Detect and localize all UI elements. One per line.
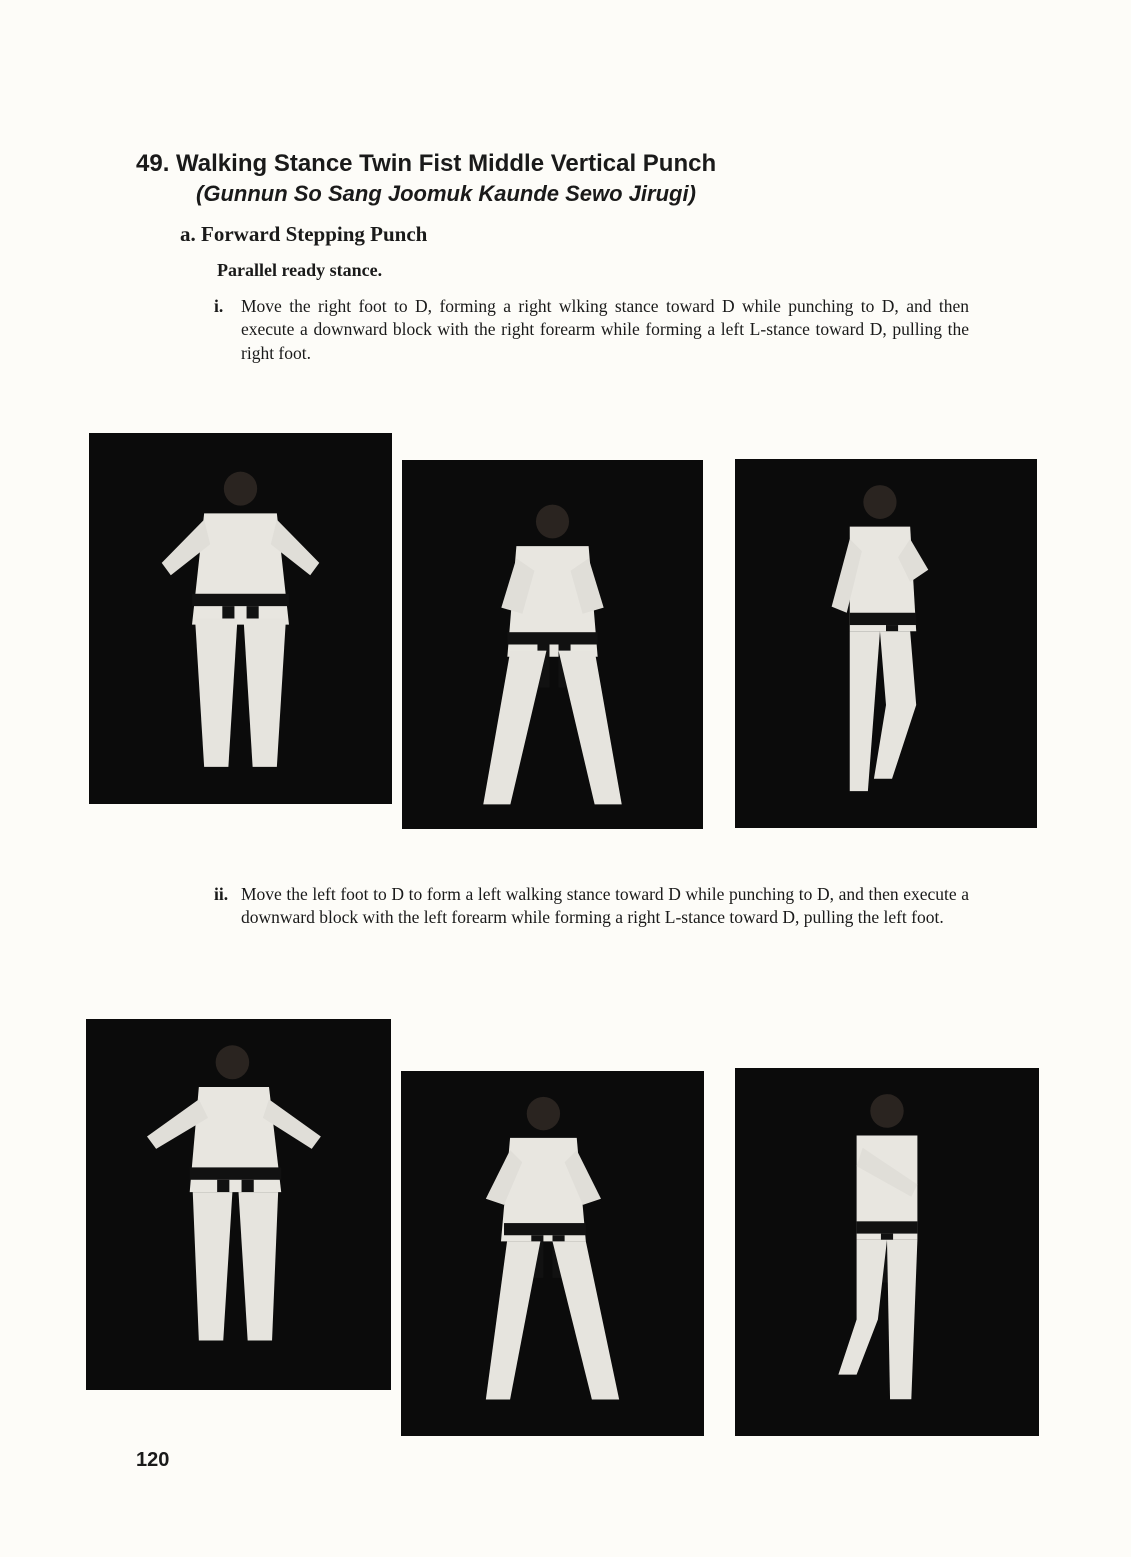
photo-step2-ready	[86, 1019, 391, 1390]
section-heading: a. Forward Stepping Punch	[180, 222, 428, 246]
photo-step2-block	[735, 1068, 1039, 1436]
page-title: 49. Walking Stance Twin Fist Middle Vertical Punch	[136, 150, 717, 177]
ready-stance-label: Parallel ready stance.	[217, 260, 383, 280]
step-2-number: ii.	[214, 884, 229, 904]
photo-step1-ready	[89, 433, 392, 804]
page-subtitle: (Gunnun So Sang Joomuk Kaunde Sewo Jirugi)	[196, 181, 696, 206]
step-2-text: Move the left foot to D to form a left walking stance toward D while punching to D, and then execute a downward block with the left forearm while forming a right L-stance toward D, pulling the left foot.	[241, 884, 969, 928]
page-number: 120	[136, 1449, 170, 1471]
photo-step2-punch	[401, 1071, 704, 1436]
photo-step1-block	[735, 459, 1037, 828]
step-1-text: Move the right foot to D, forming a right wlking stance toward D while punching to D, and then execute a downward block with the right forearm while forming a left L-stance toward D, pulling the right foot.	[241, 296, 969, 363]
step-2	[214, 883, 969, 930]
step-1-number: i.	[214, 296, 224, 316]
photo-step1-punch	[402, 460, 703, 829]
step-1	[214, 295, 969, 365]
